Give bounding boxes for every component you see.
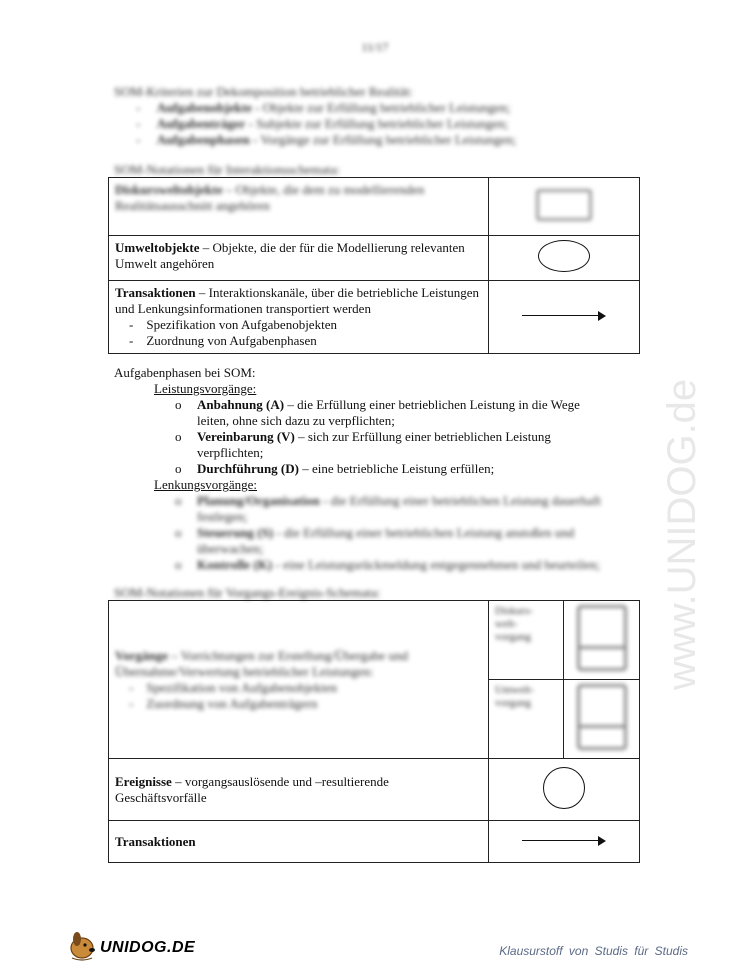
- umweltvorgang-symbol: [564, 680, 640, 759]
- list-item: o Steuerung (S) - die Erfüllung einer betrieblichen Leistung anstoßen und überwachen;: [175, 525, 575, 556]
- watermark-text: www.UNIDOG.de: [660, 378, 704, 690]
- watermark: [640, 250, 720, 690]
- criteria-item: - Aufgabenträger - Subjekte zur Erfüllung betrieblicher Leistungen;: [136, 116, 509, 131]
- interaction-table: [108, 177, 640, 354]
- phases-section: [114, 365, 634, 573]
- sub-item: Spezifikation von Aufgabenobjekten: [146, 679, 337, 695]
- vorgaenge-cell: Vorgänge – Vorrichtungen zur Erstellung/Übergabe und Übernahme/Verwertung betrieblicher Leistungen: - Spezifikation von Aufgabenobjekten - Zuordnung von Aufgabenträgern: [109, 601, 489, 759]
- list-item: o Planung/Organisation - die Erfüllung einer betrieblichen Leistung dauerhaft festlegen;: [175, 493, 602, 524]
- lenkung-heading: Lenkungsvorgänge:: [154, 477, 258, 492]
- arrow-icon: [522, 836, 606, 846]
- transaktionen-cell: Transaktionen: [109, 821, 489, 863]
- lenkung-list: [114, 493, 634, 573]
- list-item: o Durchführung (D) – eine betriebliche Leistung erfüllen;: [175, 461, 495, 476]
- umwelt-cell: Umweltobjekte – Objekte, die der für die Modellierung relevanten Umwelt angehören: [109, 236, 489, 281]
- table-row: [109, 821, 640, 863]
- table-row: [109, 236, 640, 281]
- page-number: 11/17: [361, 40, 389, 54]
- ereignisse-symbol: [489, 759, 640, 821]
- unidog-logo: [66, 928, 206, 966]
- umweltvorgang-label: Umwelt- vorgang: [489, 680, 564, 759]
- ellipse-icon: [538, 240, 590, 272]
- sub-item: Zuordnung von Aufgabenphasen: [146, 333, 317, 348]
- diskurswelt-cell: Diskursweltobjekte – Objekte, die dem zu modellierenden Realitätsausschnitt angehören: [109, 178, 489, 236]
- rounded-rectangle-icon: [536, 189, 592, 221]
- dog-icon: [66, 928, 206, 962]
- list-item: o Anbahnung (A) – die Erfüllung einer betrieblichen Leistung in die Wege leiten, ohne sich dazu zu verpflichten;: [175, 397, 580, 428]
- circle-icon: [543, 767, 585, 809]
- footer-slogan: Klausurstoff von Studis für Studis: [499, 944, 688, 958]
- criteria-heading: SOM-Kriterien zur Dekomposition betrieblicher Realität:: [114, 84, 413, 99]
- diskursweltvorgang-symbol: [564, 601, 640, 680]
- transaktionen-cell: Transaktionen – Interaktionskanäle, über die betriebliche Leistungen und Lenkungsinformationen transportiert werden - Spezifikation von Aufgabenobjekten - Zuordnung von Aufgabenphasen: [109, 281, 489, 354]
- sub-item: Spezifikation von Aufgabenobjekten: [146, 317, 337, 332]
- criteria-item: - Aufgabenphasen - Vorgänge zur Erfüllung betrieblicher Leistungen;: [136, 132, 517, 147]
- logo-text: UNIDOG.DE: [100, 939, 196, 956]
- table-row: [109, 601, 640, 680]
- list-item: o Kontrolle (K) - eine Leistungsrückmeldung entgegennehmen und beurteilen;: [175, 557, 601, 572]
- diskurswelt-symbol: [489, 178, 640, 236]
- phases-heading: Aufgabenphasen bei SOM:: [114, 365, 256, 380]
- process-box-icon: [577, 605, 627, 671]
- transaktionen-symbol: [489, 281, 640, 354]
- process-box-icon: [577, 684, 627, 750]
- table-row: [109, 759, 640, 821]
- leistung-list: [114, 397, 634, 477]
- events-table: [108, 600, 640, 863]
- criteria-item: - Aufgabenobjekte - Objekte zur Erfüllung betrieblicher Leistungen;: [136, 100, 511, 115]
- table-row: [109, 281, 640, 354]
- criteria-section: [114, 84, 614, 148]
- sub-item: Zuordnung von Aufgabenträgern: [146, 695, 318, 711]
- events-heading: SOM-Notationen für Vorgangs-Ereignis-Schemata:: [114, 585, 381, 600]
- list-item: o Vereinbarung (V) – sich zur Erfüllung einer betrieblichen Leistung verpflichten;: [175, 429, 551, 460]
- leistung-heading: Leistungsvorgänge:: [154, 381, 257, 396]
- diskursweltvorgang-label: Diskurs- welt- vorgang: [489, 601, 564, 680]
- arrow-icon: [522, 311, 606, 321]
- transaktionen-symbol: [489, 821, 640, 863]
- interaction-heading: SOM-Notationen für Interaktionsschemata:: [114, 162, 340, 177]
- table-row: [109, 178, 640, 236]
- umwelt-symbol: [489, 236, 640, 281]
- ereignisse-cell: Ereignisse – vorgangsauslösende und –resultierende Geschäftsvorfälle: [109, 759, 489, 821]
